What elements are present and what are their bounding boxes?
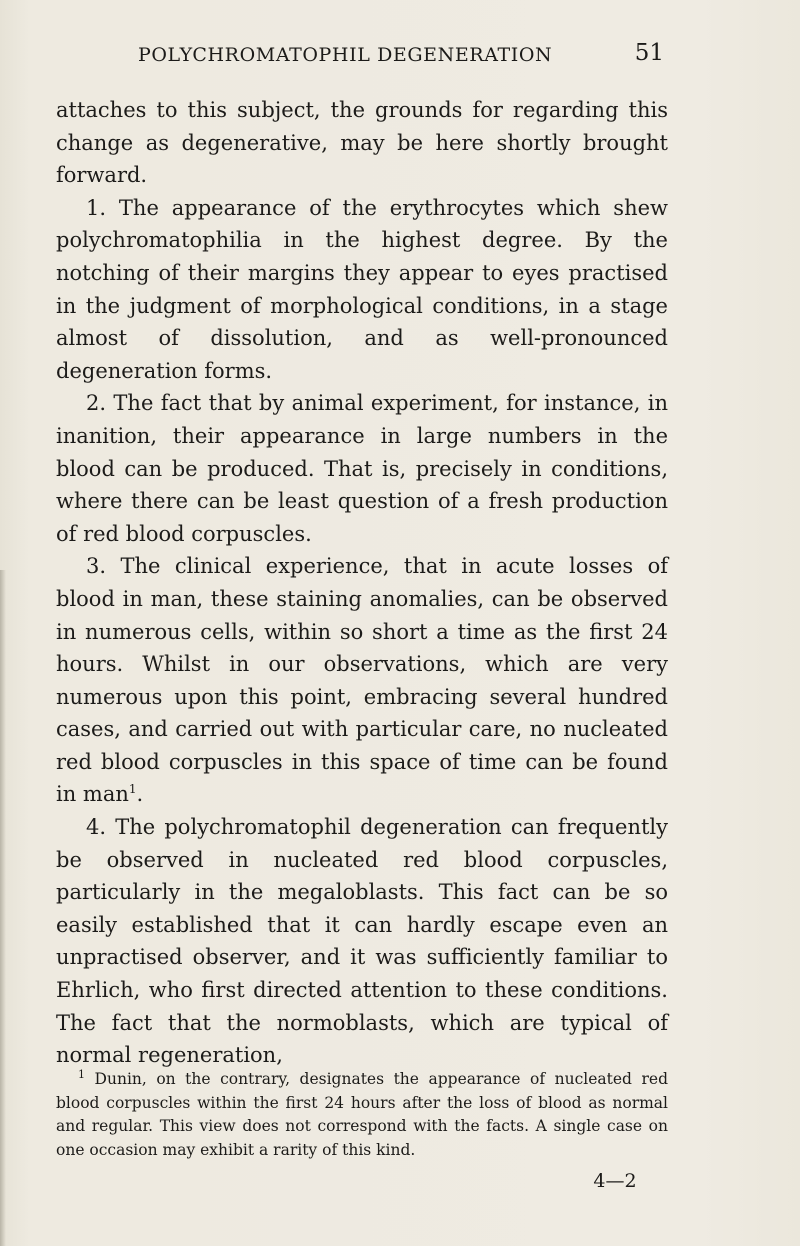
paragraph-4: 4. The polychromatophil degeneration can frequently be observed in nucleated red blood corpuscles, particularly in the megaloblasts. This fact can be so easily established that it can hardly escape even an unpractised observer, and it was sufficiently familiar to Ehrlich, who first directed attention to these conditions. The fact that the normoblasts, which are typical of normal regeneration,: [56, 815, 668, 1068]
paragraph-3-end: .: [136, 782, 144, 807]
page-number: 51: [634, 40, 664, 66]
paragraph-3: [56, 550, 668, 811]
paragraph-2: 2. The fact that by animal experiment, for instance, in inanition, their appearance in large numbers in the blood can be produced. That is, precisely in conditions, where there can be least question of a fresh production of red blood corpuscles.: [56, 391, 668, 546]
footnote-text: Dunin, on the contrary, designates the appearance of nucleated red blood corpuscles within the first 24 hours after the loss of blood as normal and regular. This view does not correspond with the facts. A single case on one occasion may exhibit a rarity of this kind.: [56, 1070, 668, 1159]
page-gutter-shadow: [0, 570, 6, 1246]
signature-mark: 4—2: [593, 1170, 637, 1192]
paragraph-3-text: 3. The clinical experience, that in acute losses of blood in man, these staining anomalies, can be observed in numerous cells, within so short a time as the first 24 hours. Whilst in our observations, which are very numerous upon this point, embracing several hundred cases, and carried out with particular care, no nucleated red blood corpuscles in this space of time can be found in man: [56, 554, 668, 807]
running-title: POLYCHROMATOPHIL DEGENERATION: [138, 44, 553, 66]
body-text: [56, 94, 668, 1072]
paragraph-1: 1. The appearance of the erythrocytes which shew polychromatophilia in the highest degree. By the notching of their margins they appear to eyes practised in the judgment of morphological conditions, in a stage almost of dissolution, and as well-pronounced degeneration forms.: [56, 195, 668, 383]
footnote: [56, 1068, 668, 1162]
footnote-marker: 1: [78, 1068, 85, 1081]
paragraph-intro: attaches to this subject, the grounds for regarding this change as degenerative, may be here shortly brought forward.: [56, 98, 668, 188]
footnote-reference: 1: [128, 782, 137, 797]
